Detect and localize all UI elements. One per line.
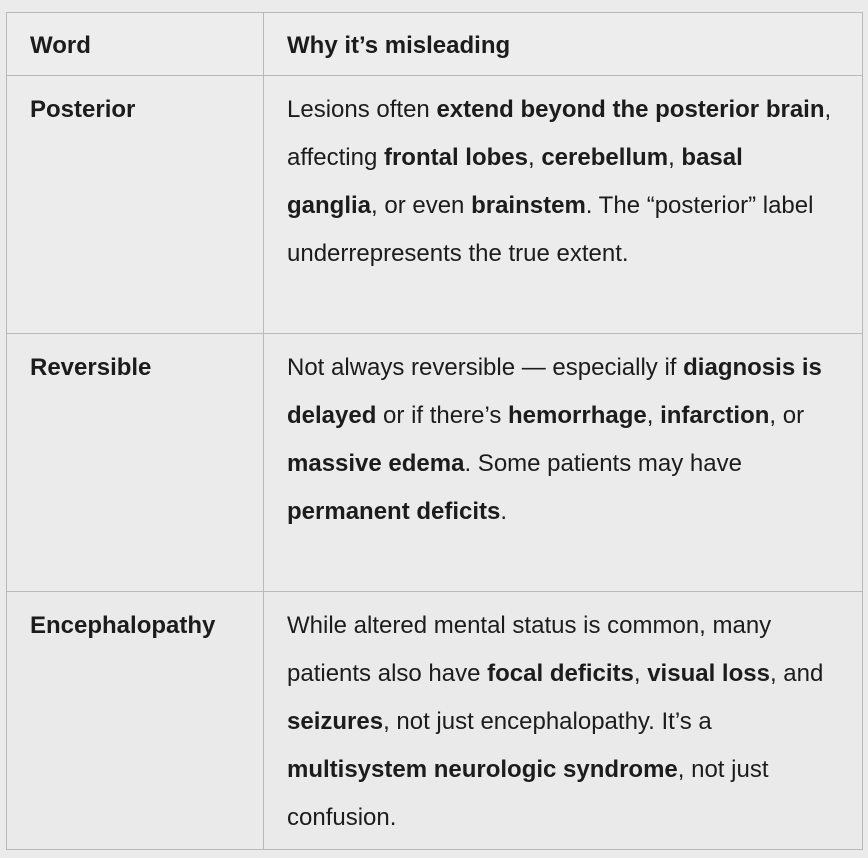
text-run: , and [769,660,824,687]
text-run: While altered mental status is common, many patients also have [287,612,772,687]
text-run: . [500,498,508,525]
text-run: . Some patients may have [464,450,742,477]
bold-phrase: visual loss [647,660,770,687]
bold-phrase: basal ganglia [287,144,743,219]
text-run: , [527,144,542,171]
comparison-table-container [6,12,862,850]
text-run: , or [769,402,805,429]
bold-phrase: diagnosis is delayed [287,354,822,429]
text-run: , affecting [287,96,832,171]
text-run: or if there’s [376,402,509,429]
bold-phrase: extend beyond the posterior brain [436,96,825,123]
row-description-cell [264,76,863,334]
column-header-word: Word [7,13,264,76]
table-row [7,334,863,592]
column-header-why-misleading: Why it’s misleading [264,13,863,76]
text-run: , [633,660,648,687]
row-word-cell: Reversible [7,334,264,592]
bold-phrase: brainstem [471,192,586,219]
text-run: Lesions often [287,96,437,123]
text-run: , not just confusion. [287,756,769,831]
comparison-table [6,12,863,850]
text-run: Not always reversible — especially if [287,354,684,381]
bold-phrase: multisystem neurologic syndrome [287,756,678,783]
text-run: . The “posterior” label underrepresents the true extent. [287,192,814,267]
text-run: , not just encephalopathy. It’s a [383,708,712,735]
row-word-cell: Posterior [7,76,264,334]
bold-phrase: infarction [660,402,770,429]
table-row [7,592,863,850]
bold-phrase: seizures [287,708,384,735]
bold-phrase: permanent deficits [287,498,501,525]
text-run: , [646,402,661,429]
table-header-row [7,13,863,76]
row-description-cell [264,334,863,592]
table-row [7,76,863,334]
text-run: , or even [371,192,472,219]
bold-phrase: hemorrhage [508,402,647,429]
bold-phrase: massive edema [287,450,465,477]
row-description-cell [264,592,863,850]
text-run: , [668,144,682,171]
bold-phrase: focal deficits [487,660,634,687]
row-word-cell: Encephalopathy [7,592,264,850]
bold-phrase: frontal lobes [383,144,528,171]
bold-phrase: cerebellum [541,144,669,171]
